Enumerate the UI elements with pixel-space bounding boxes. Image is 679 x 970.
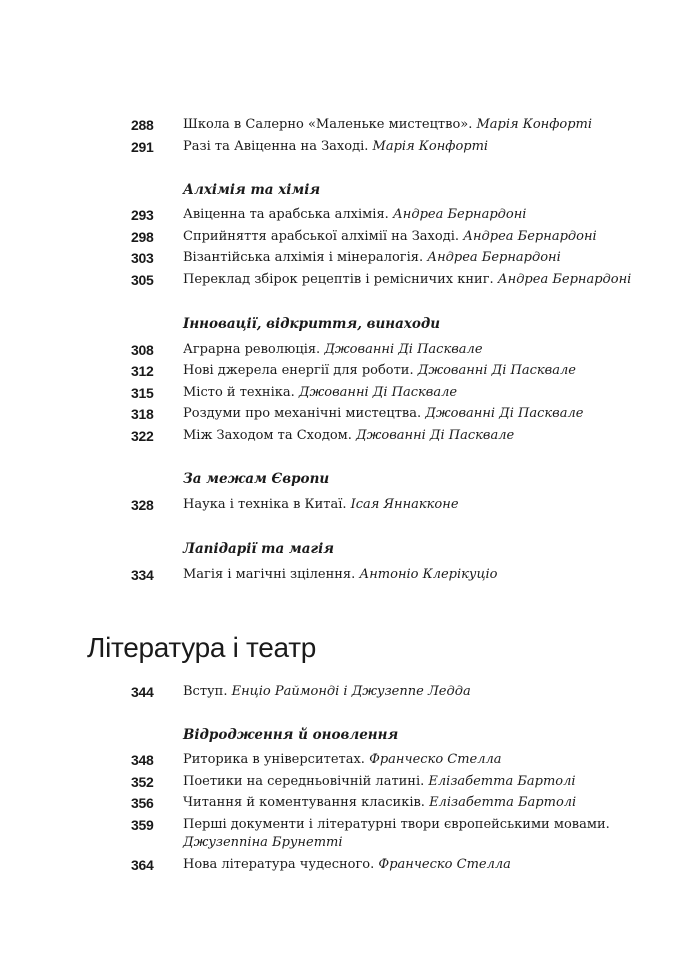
entry-author: Джованні Ді Пасквале: [417, 363, 576, 378]
entry-title: Сприйняття арабської алхімії на Заході.: [183, 229, 464, 244]
page-number: 334: [131, 567, 154, 583]
page-number: 352: [131, 774, 154, 790]
page-number: 308: [131, 342, 154, 358]
entry-title: Авіценна та арабська алхімія.: [183, 207, 393, 222]
section-subheading: Алхімія та хімія: [183, 182, 321, 198]
entry-author: Андреа Бернардоні: [427, 250, 561, 265]
page-number: 359: [131, 817, 154, 833]
entry-author: Джузеппіна Брунетті: [183, 835, 343, 850]
section-subheading: Інновації, відкриття, винаходи: [183, 316, 441, 332]
page-number: 305: [131, 272, 154, 288]
page-number: 288: [131, 117, 154, 133]
section-subheading: Відродження й оновлення: [183, 727, 399, 743]
entry-title: Наука і техніка в Китаї.: [183, 497, 351, 512]
entry-title: Читання й коментування класиків.: [183, 795, 430, 810]
page-number: 293: [131, 207, 154, 223]
entry-title: Вступ.: [183, 684, 232, 699]
page-number: 344: [131, 684, 154, 700]
entry-title: Між Заходом та Сходом.: [183, 428, 357, 443]
entry-title: Нові джерела енергії для роботи.: [183, 363, 418, 378]
page-number: 348: [131, 752, 154, 768]
page-number: 315: [131, 385, 154, 401]
entry-title: Школа в Салерно «Маленьке мистецтво».: [183, 117, 477, 132]
entry-author: Андреа Бернардоні: [463, 229, 597, 244]
entry-title: Поетики на середньовічній латині.: [183, 774, 429, 789]
entry-author: Джованні Ді Пасквале: [356, 428, 515, 443]
entry-title: Роздуми про механічні мистецтва.: [183, 406, 426, 421]
entry-author: Андреа Бернардоні: [392, 207, 527, 222]
entry-author: Ісая Яннакконе: [350, 497, 459, 512]
entry-author: Андреа Бернардоні: [497, 272, 632, 287]
entry-author: Джованні Ді Пасквале: [324, 342, 483, 357]
entry-title: Аграрна революція.: [183, 342, 325, 357]
entry-title: Візантійська алхімія і мінералогія.: [183, 250, 428, 265]
entry-author: Марія Конфорті: [372, 139, 489, 154]
entry-author: Елізабетта Бартолі: [429, 795, 577, 810]
page-number: 312: [131, 363, 154, 379]
entry-author: Джованні Ді Пасквале: [298, 385, 458, 400]
page-number: 318: [131, 406, 154, 422]
page-number: 328: [131, 497, 154, 513]
entry-author: Марія Конфорті: [476, 117, 593, 132]
section-subheading: За межам Європи: [183, 471, 330, 487]
entry-author: Франческо Стелла: [378, 857, 511, 872]
section-subheading: Лапідарії та магія: [183, 541, 334, 557]
entry-title: Місто й техніка.: [183, 385, 299, 400]
entry-title: Переклад збірок рецептів і ремісничих книг.: [183, 272, 498, 287]
page-number: 291: [131, 139, 154, 155]
entry-author: Джованні Ді Пасквале: [425, 406, 584, 421]
page-number: 364: [131, 857, 154, 873]
entry-title: Перші документи і літературні твори європейськими мовами.: [183, 817, 610, 832]
page-number: 356: [131, 795, 154, 811]
page-number: 298: [131, 229, 154, 245]
entry-title: Нова література чудесного.: [183, 857, 379, 872]
entry-title: Магія і магічні зцілення.: [183, 567, 360, 582]
page-number: 322: [131, 428, 154, 444]
entry-author: Елізабетта Бартолі: [428, 774, 576, 789]
entry-author: Франческо Стелла: [369, 752, 502, 767]
entry-title: Разі та Авіценна на Заході.: [183, 139, 373, 154]
part-heading: Література і театр: [87, 632, 316, 663]
page-number: 303: [131, 250, 154, 266]
entry-author: Енціо Раймонді і Джузеппе Ледда: [231, 684, 471, 699]
entry-author: Антоніо Клерікуціо: [359, 567, 498, 582]
entry-title: Риторика в університетах.: [183, 752, 370, 767]
